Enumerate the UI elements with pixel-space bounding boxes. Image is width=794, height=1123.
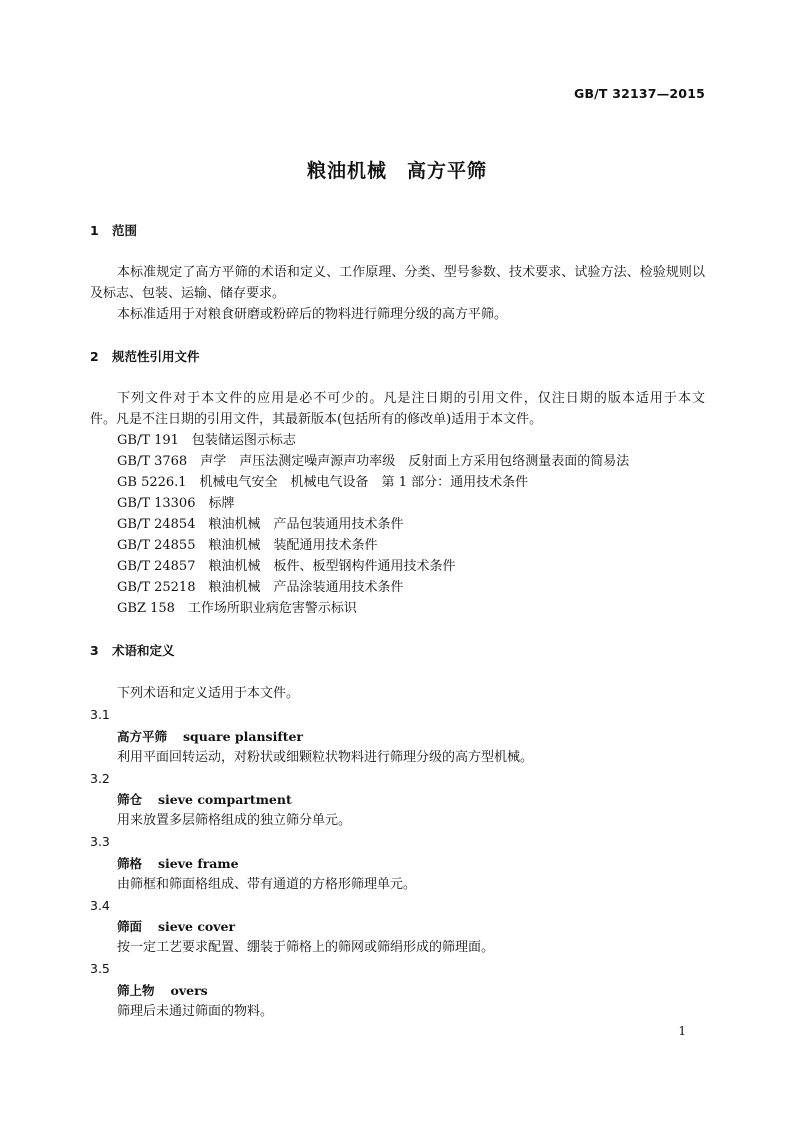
clause-number: 3.3 [90,834,110,849]
term-definition: 由筛框和筛面格组成、带有通道的方格形筛理单元。 [117,877,417,892]
reference-item: GB/T 24854 粮油机械 产品包装通用技术条件 [117,517,404,532]
term-definition: 筛理后未通过筛面的物料。 [117,1004,274,1019]
section-number: 1 [90,223,99,238]
section-title: 范围 [112,223,138,238]
term-heading [117,982,705,1000]
section-2-heading [90,348,705,366]
section-title: 术语和定义 [112,643,175,658]
page-number: 1 [678,1024,686,1038]
section-number: 3 [90,643,99,658]
term-zh: 筛仓 [117,792,143,807]
term-heading [117,791,705,809]
section-3-heading [90,642,705,660]
paragraph: 本标准规定了高方平筛的术语和定义、工作原理、分类、型号参数、技术要求、试验方法、检验规则以 [117,265,705,280]
reference-item: GB/T 13306 标牌 [117,496,235,511]
term-en: sieve frame [158,856,239,871]
term-en: sieve compartment [158,792,292,807]
section-title: 规范性引用文件 [112,349,200,364]
term-zh: 筛格 [117,856,143,871]
clause-number: 3.2 [90,771,110,786]
term-heading [117,728,705,746]
reference-item: GB/T 24857 粮油机械 板件、板型钢构件通用技术条件 [117,559,456,574]
clause-number: 3.1 [90,707,110,722]
document-title: 粮油机械 高方平筛 [306,160,487,182]
paragraph: 件。凡是不注日期的引用文件，其最新版本(包括所有的修改单)适用于本文件。 [90,412,543,427]
term-heading [117,855,705,873]
term-zh: 筛上物 [117,983,155,998]
reference-item: GB/T 24855 粮油机械 装配通用技术条件 [117,538,378,553]
section-number: 2 [90,349,99,364]
term-zh: 高方平筛 [117,729,168,744]
reference-item: GB/T 3768 声学 声压法测定噪声源声功率级 反射面上方采用包络测量表面的简易法 [117,454,630,469]
clause-number: 3.5 [90,961,110,976]
standard-code: GB/T 32137—2015 [573,86,705,101]
reference-item: GBZ 158 工作场所职业病危害警示标识 [117,601,357,616]
reference-item: GB/T 25218 粮油机械 产品涂装通用技术条件 [117,580,404,595]
reference-item: GB 5226.1 机械电气安全 机械电气设备 第 1 部分：通用技术条件 [117,475,529,490]
term-definition: 利用平面回转运动，对粉状或细颗粒状物料进行筛理分级的高方型机械。 [117,750,534,765]
term-definition: 按一定工艺要求配置、绷装于筛格上的筛网或筛绢形成的筛理面。 [117,940,495,955]
term-en: square plansifter [183,729,304,744]
clause-number: 3.4 [90,898,110,913]
paragraph: 下列文件对于本文件的应用是必不可少的。凡是注日期的引用文件，仅注日期的版本适用于本文 [117,391,705,406]
term-en: sieve cover [158,919,236,934]
reference-item: GB/T 191 包装储运图示标志 [117,433,296,448]
term-definition: 用来放置多层筛格组成的独立筛分单元。 [117,813,352,828]
paragraph: 下列术语和定义适用于本文件。 [117,686,300,701]
paragraph: 本标准适用于对粮食研磨或粉碎后的物料进行筛理分级的高方平筛。 [117,307,508,322]
section-1-heading [90,222,705,240]
term-en: overs [170,983,208,998]
term-heading [117,918,705,936]
paragraph: 及标志、包装、运输、储存要求。 [90,286,286,301]
term-zh: 筛面 [117,919,143,934]
